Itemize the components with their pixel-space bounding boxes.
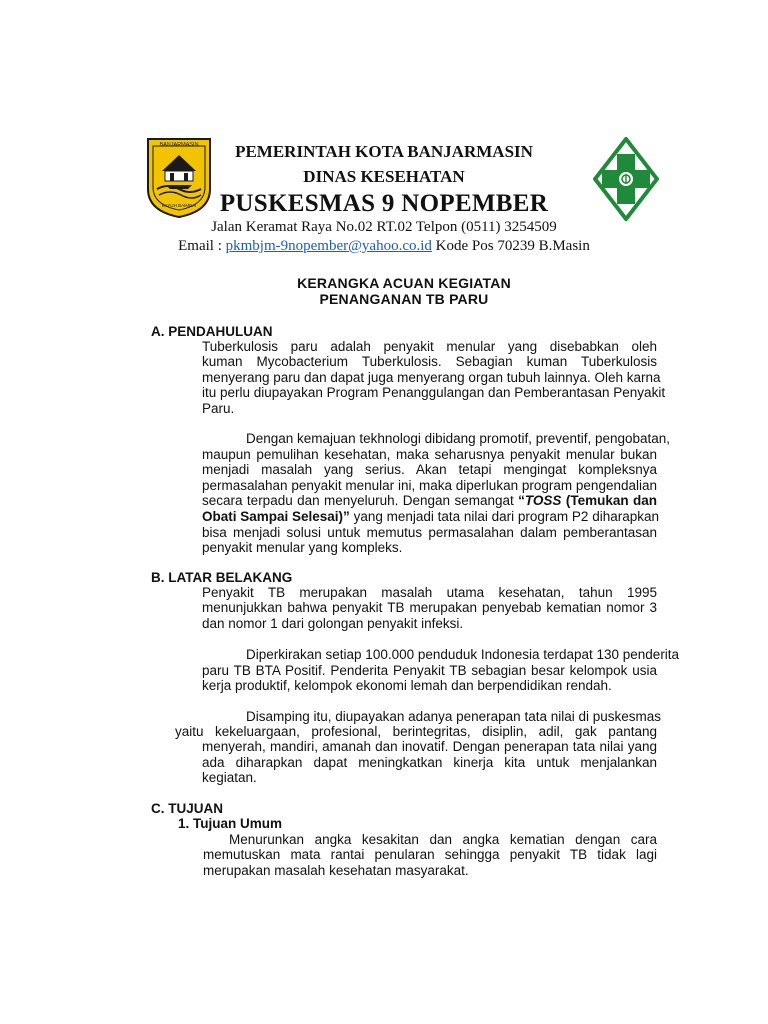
text-line: merupakan masalah kesehatan masyarakat. xyxy=(203,862,469,878)
text-line-toss: secara terpadu dan menyeluruh. Dengan semangat “TOSS (Temukan dan xyxy=(202,493,658,509)
letterhead-contact xyxy=(0,238,768,255)
text-line: itu perlu diupayakan Program Penanggulangan dan Pemberantasan Penyakit xyxy=(202,385,666,401)
email-label: Email : xyxy=(178,238,222,254)
text-line: kuman Mycobacterium Tuberkulosis. Sebagian kuman Tuberkulosis xyxy=(202,354,657,369)
document-subtitle: PENANGANAN TB PARU xyxy=(319,291,489,307)
text-line: maupun pemulihan kesehatan, maka seharusnya penyakit menular bukan xyxy=(202,446,657,462)
section-a-paragraph-1 xyxy=(202,339,657,355)
section-b-heading: B. LATAR BELAKANG xyxy=(151,570,293,585)
section-a-paragraph-1-cont xyxy=(202,354,666,416)
text-line: penyakit menular yang kompleks. xyxy=(202,540,403,556)
document-title: KERANGKA ACUAN KEGIATAN xyxy=(297,275,511,291)
text-line: menunjukkan bahwa penyakit TB merupakan penyebab kematian nomor 3 xyxy=(202,600,657,615)
logo-top-text: BANJARMASIN xyxy=(159,142,199,148)
text-line: Penyakit TB merupakan masalah utama kesehatan, tahun 1995 xyxy=(202,585,657,600)
text-line: menjadi masalah yang serius. Akan tetapi mengingat kompleksnya xyxy=(202,462,657,478)
section-b-paragraph-3-cont xyxy=(175,724,657,740)
section-c-subheading-1: 1. Tujuan Umum xyxy=(178,816,283,831)
section-c-paragraph-1-cont xyxy=(203,847,657,878)
email-link[interactable]: pkmbjm-9nopember@yahoo.co.id xyxy=(225,238,432,254)
text-line: dan nomor 1 dari golongan penyakit infeksi. xyxy=(202,615,464,631)
text-line: Menurunkan angka kesakitan dan angka kematian dengan cara xyxy=(229,832,657,847)
letterhead-government: PEMERINTAH KOTA BANJARMASIN xyxy=(235,142,533,161)
text-line: menyerah, mandiri, amanah dan inovatif. Dengan penerapan tata nilai yang xyxy=(202,739,657,754)
section-b-paragraph-3-cont2 xyxy=(202,739,657,786)
text-line: Dengan kemajuan tekhnologi dibidang promotif, preventif, pengobatan, xyxy=(246,431,671,446)
text-line: Paru. xyxy=(202,400,235,416)
letterhead-puskesmas-name: PUSKESMAS 9 NOPEMBER xyxy=(219,190,549,217)
text-line: bisa menjadi solusi untuk memutus permasalahan dalam pemberantasan xyxy=(202,524,657,540)
section-a-heading: A. PENDAHULUAN xyxy=(151,324,273,339)
section-b-paragraph-3 xyxy=(202,709,662,725)
text-line: ada diharapkan dapat meningkatkan kinerja kita untuk menjalankan xyxy=(202,754,657,770)
section-c-paragraph-1 xyxy=(229,832,657,848)
letterhead-department: DINAS KESEHATAN xyxy=(303,167,465,186)
text-line: Disamping itu, diupayakan adanya penerapan tata nilai di puskesmas xyxy=(246,709,662,724)
text-line: menyerang paru dan dapat juga menyerang organ tubuh lainnya. Oleh karna xyxy=(202,369,661,385)
text-line: kerja produktif, kelompok ekonomi lemah dan berpendidikan rendah. xyxy=(202,678,612,694)
text-line-toss-cont: Obati Sampai Selesai)” yang menjadi tata nilai dari program P2 diharapkan xyxy=(202,508,659,524)
logo-motto-text: KAYUH BAIMBAI xyxy=(161,203,197,208)
text-line: Diperkirakan setiap 100.000 penduduk Indonesia terdapat 130 penderita xyxy=(246,647,680,662)
text-line: memutuskan mata rantai penularan sehingga penyakit TB tidak lagi xyxy=(203,847,657,862)
letterhead-address: Jalan Keramat Raya No.02 RT.02 Telpon (0511) 3254509 xyxy=(211,219,557,235)
postal-code: Kode Pos 70239 B.Masin xyxy=(435,238,590,254)
section-b-paragraph-1-cont xyxy=(202,600,657,631)
text-line: kegiatan. xyxy=(202,770,257,786)
text-line: paru TB BTA Positif. Penderita Penyakit TB sebagian besar kelompok usia xyxy=(202,662,657,678)
section-a-paragraph-2 xyxy=(202,431,671,556)
section-b-paragraph-2 xyxy=(202,647,680,694)
section-c-heading: C. TUJUAN xyxy=(151,801,224,816)
section-b-paragraph-1 xyxy=(202,585,657,601)
text-line: yaitu kekeluargaan, profesional, berintegritas, disiplin, adil, gak pantang xyxy=(175,724,657,739)
text-line: Tuberkulosis paru adalah penyakit menular yang disebabkan oleh xyxy=(202,339,657,354)
text-line: permasalahan penyakit menular ini, maka diperlukan program pengendalian xyxy=(202,477,657,493)
